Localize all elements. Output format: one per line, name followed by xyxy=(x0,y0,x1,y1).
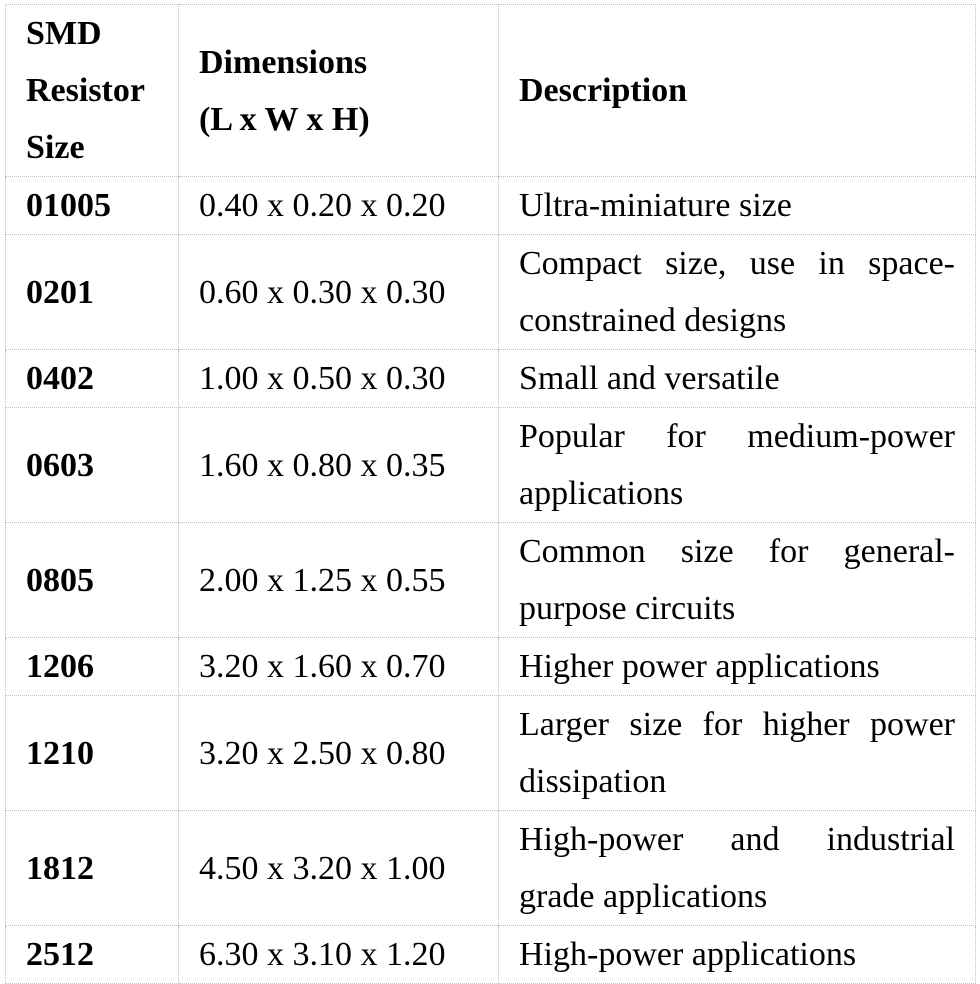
size-cell: 0603 xyxy=(6,408,179,523)
header-size-line-3: Size xyxy=(26,129,85,166)
description-cell: Popular for medium-power applications xyxy=(499,408,976,523)
header-row xyxy=(6,5,976,177)
size-cell: 0201 xyxy=(6,235,179,350)
header-size-line-1: SMD xyxy=(26,15,102,52)
header-dimensions-line-1: Dimensions xyxy=(199,43,368,81)
size-cell: 2512 xyxy=(6,926,179,984)
table-row xyxy=(6,177,976,235)
header-dimensions-line-2: (L x W x H) xyxy=(199,100,370,138)
dimensions-cell: 1.60 x 0.80 x 0.35 xyxy=(179,408,499,523)
dimensions-cell: 3.20 x 2.50 x 0.80 xyxy=(179,696,499,811)
table-row xyxy=(6,696,976,811)
description-cell: Ultra-miniature size xyxy=(499,177,976,235)
dimensions-cell: 3.20 x 1.60 x 0.70 xyxy=(179,638,499,696)
size-cell: 0805 xyxy=(6,523,179,638)
smd-resistor-size-table xyxy=(5,4,976,984)
dimensions-cell: 0.60 x 0.30 x 0.30 xyxy=(179,235,499,350)
size-cell: 1210 xyxy=(6,696,179,811)
size-cell: 1206 xyxy=(6,638,179,696)
description-cell: High-power applications xyxy=(499,926,976,984)
description-cell: Small and versatile xyxy=(499,350,976,408)
header-size xyxy=(6,5,179,177)
header-description-line-1: Description xyxy=(519,72,688,109)
dimensions-cell: 1.00 x 0.50 x 0.30 xyxy=(179,350,499,408)
description-cell: Higher power applications xyxy=(499,638,976,696)
table-row xyxy=(6,235,976,350)
description-cell: Common size for general-purpose circuits xyxy=(499,523,976,638)
dimensions-cell: 0.40 x 0.20 x 0.20 xyxy=(179,177,499,235)
description-cell: Larger size for higher power dissipation xyxy=(499,696,976,811)
dimensions-cell: 6.30 x 3.10 x 1.20 xyxy=(179,926,499,984)
table-row xyxy=(6,638,976,696)
header-dimensions xyxy=(179,5,499,177)
table-row xyxy=(6,926,976,984)
table-row xyxy=(6,811,976,926)
table-row xyxy=(6,523,976,638)
size-cell: 01005 xyxy=(6,177,179,235)
header-description xyxy=(499,5,976,177)
table-row xyxy=(6,408,976,523)
description-cell: High-power and industrial grade applications xyxy=(499,811,976,926)
size-cell: 1812 xyxy=(6,811,179,926)
table-row xyxy=(6,350,976,408)
header-size-line-2: Resistor xyxy=(26,72,145,109)
description-cell: Compact size, use in space-constrained designs xyxy=(499,235,976,350)
size-cell: 0402 xyxy=(6,350,179,408)
dimensions-cell: 4.50 x 3.20 x 1.00 xyxy=(179,811,499,926)
dimensions-cell: 2.00 x 1.25 x 0.55 xyxy=(179,523,499,638)
